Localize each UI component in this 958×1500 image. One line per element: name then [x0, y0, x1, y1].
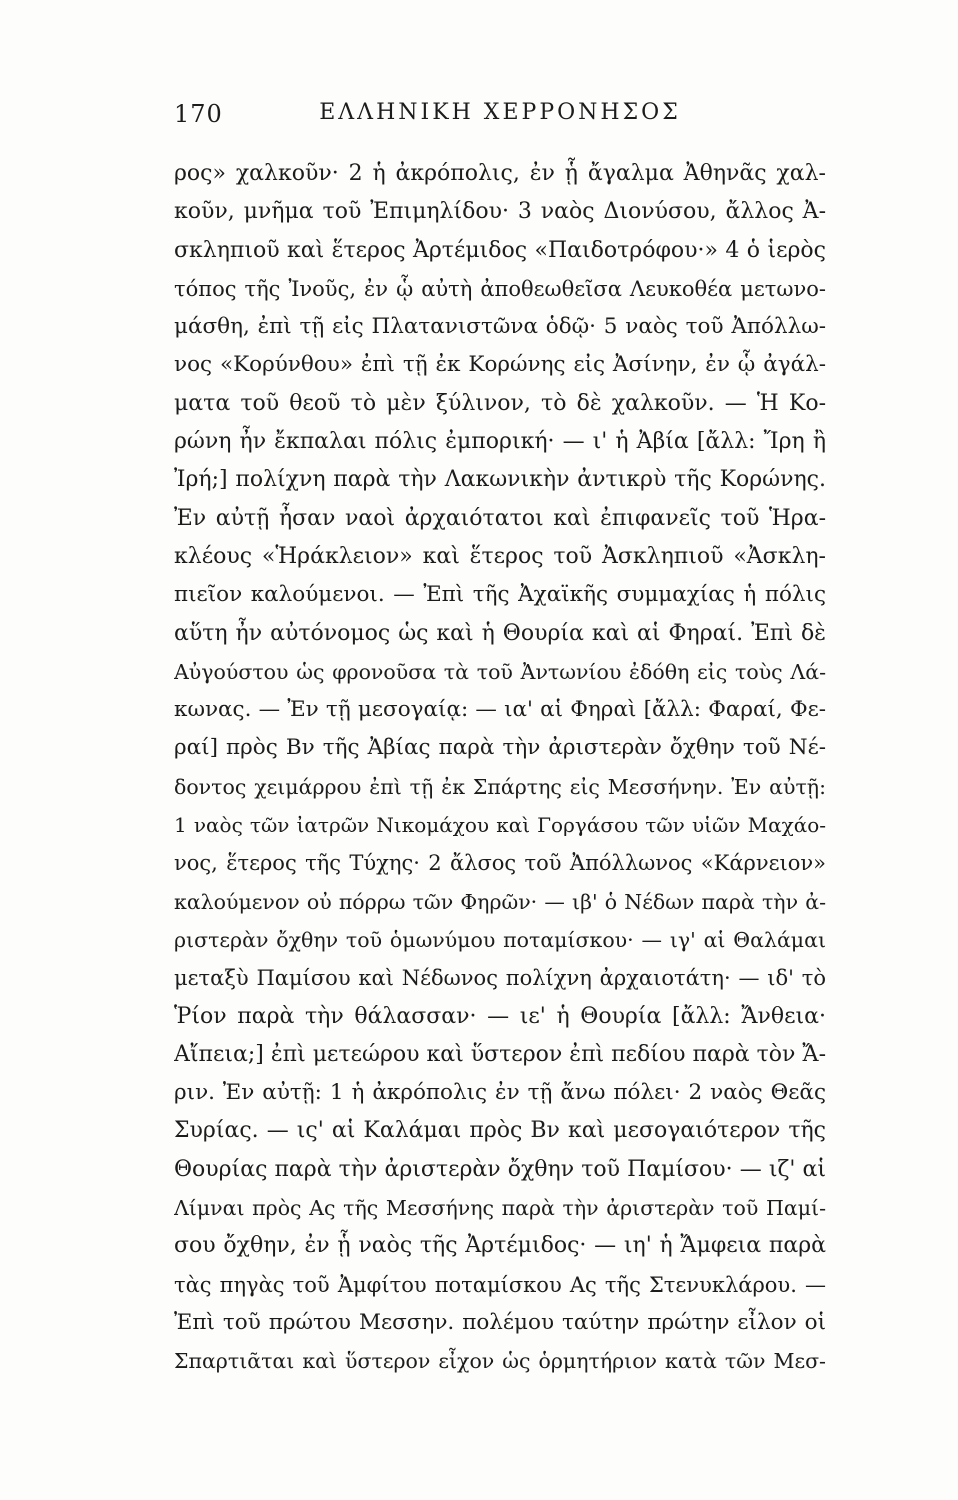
text-line: νος, ἕτερος τῆς Τύχης· 2 ἄλσος τοῦ Ἀπόλλωνος «Κάρνειον» [174, 851, 826, 876]
text-line: τὰς πηγὰς τοῦ Ἀμφίτου ποταμίσκου Ας τῆς Στενυκλάρου. — [174, 1272, 826, 1297]
text-line: Λίμναι πρὸς Ας τῆς Μεσσήνης παρὰ τὴν ἀριστερὰν τοῦ Παμί- [174, 1196, 826, 1221]
text-line: κοῦν, μνῆμα τοῦ Ἐπιμηλίδου· 3 ναὸς Διονύσου, ἄλλος Ἀ- [174, 199, 826, 225]
text-line: νος «Κορύνθου» ἐπὶ τῇ ἐκ Κορώνης εἰς Ἀσίνην, ἐν ᾧ ἀγάλ- [174, 352, 826, 378]
text-line: Σπαρτιᾶται καὶ ὕστερον εἶχον ὡς ὁρμητήριον κατὰ τῶν Μεσ- [174, 1349, 826, 1374]
text-line: ρος» χαλκοῦν· 2 ἡ ἀκρόπολις, ἐν ᾗ ἄγαλμα Ἀθηνᾶς χαλ- [174, 161, 826, 186]
text-line: ριν. Ἐν αὐτῇ: 1 ἡ ἀκρόπολις ἐν τῇ ἄνω πόλει· 2 ναὸς Θεᾶς [174, 1080, 826, 1106]
text-line: Αὐγούστου ὡς φρονοῦσα τὰ τοῦ Ἀντωνίου ἐδόθη εἰς τοὺς Λά- [174, 659, 826, 684]
text-line: Θουρίας παρὰ τὴν ἀριστερὰν ὄχθην τοῦ Παμίσου· — ιζ' αἱ [174, 1156, 826, 1182]
text-line: ριστερὰν ὄχθην τοῦ ὁμωνύμου ποταμίσκου· — ιγ' αἱ Θαλάμαι [174, 927, 826, 952]
text-line: ματα τοῦ θεοῦ τὸ μὲν ξύλινον, τὸ δὲ χαλκοῦν. — Ἡ Κο- [174, 390, 826, 416]
text-line: αὕτη ἦν αὐτόνομος ὡς καὶ ἡ Θουρία καὶ αἱ Φηραί. Ἐπὶ δὲ [174, 620, 826, 646]
text-line: σου ὄχθην, ἐν ᾗ ναὸς τῆς Ἀρτέμιδος· — ιη' ἡ Ἄμφεια παρὰ [174, 1233, 826, 1259]
text-line: δοντος χειμάρρου ἐπὶ τῇ ἐκ Σπάρτης εἰς Μεσσήνην. Ἐν αὐτῇ: [174, 774, 826, 799]
page-number: 170 [174, 100, 223, 128]
text-line: τόπος τῆς Ἰνοῦς, ἐν ᾧ αὐτὴ ἀποθεωθεῖσα Λευκοθέα μετωνο- [174, 276, 826, 301]
running-title: ΕΛΛΗΝΙΚΗ ΧΕΡΡΟΝΗΣΟΣ [319, 100, 681, 125]
text-line: κλέους «Ἡράκλειον» καὶ ἕτερος τοῦ Ἀσκληπιοῦ «Ἀσκλη- [174, 543, 826, 569]
text-line: πιεῖον καλούμενοι. — Ἐπὶ τῆς Ἀχαϊκῆς συμμαχίας ἡ πόλις [174, 582, 826, 608]
running-head [174, 100, 826, 140]
text-line: μεταξὺ Παμίσου καὶ Νέδωνος πολίχνη ἀρχαιοτάτη· — ιδ' τὸ [174, 966, 826, 991]
text-line: Ἐπὶ τοῦ πρώτου Μεσσην. πολέμου ταύτην πρώτην εἶλον οἱ [174, 1309, 826, 1335]
text-line: σκληπιοῦ καὶ ἕτερος Ἀρτέμιδος «Παιδοτρόφου·» 4 ὁ ἱερὸς [174, 237, 826, 263]
text-line: Ῥίον παρὰ τὴν θάλασσαν· — ιε' ἡ Θουρία [ἄλλ: Ἄνθεια· [174, 1003, 826, 1029]
text-line: Συρίας. — ις' αἱ Καλάμαι πρὸς Βν καὶ μεσογαιότερον τῆς [174, 1118, 826, 1144]
text-line: Αἴπεια;] ἐπὶ μετεώρου καὶ ὕστερον ἐπὶ πεδίου παρὰ τὸν Ἄ- [174, 1041, 826, 1067]
text-line: ραί] πρὸς Βν τῆς Ἀβίας παρὰ τὴν ἀριστερὰν ὄχθην τοῦ Νέ- [174, 735, 826, 761]
text-line: Ἐν αὐτῇ ἦσαν ναοὶ ἀρχαιότατοι καὶ ἐπιφανεῖς τοῦ Ἡρα- [174, 505, 826, 531]
text-line: ρώνη ἦν ἔκπαλαι πόλις ἐμπορική· — ι' ἡ Ἀβία [ἄλλ: Ἴρη ἢ [174, 429, 826, 455]
text-line: κωνας. — Ἐν τῇ μεσογαίᾳ: — ια' αἱ Φηραὶ [ἄλλ: Φαραί, Φε- [174, 697, 826, 723]
body-text [174, 155, 826, 1381]
text-line: Ἰρή;] πολίχνη παρὰ τὴν Λακωνικὴν ἀντικρὺ τῆς Κορώνης. [174, 467, 826, 493]
text-line: καλούμενον οὐ πόρρω τῶν Φηρῶν· — ιβ' ὁ Νέδων παρὰ τὴν ἀ- [174, 889, 826, 914]
text-line: 1 ναὸς τῶν ἰατρῶν Νικομάχου καὶ Γοργάσου τῶν υἱῶν Μαχάο- [174, 813, 826, 838]
text-line: μάσθη, ἐπὶ τῇ εἰς Πλατανιστῶνα ὁδῷ· 5 ναὸς τοῦ Ἀπόλλω- [174, 314, 826, 340]
